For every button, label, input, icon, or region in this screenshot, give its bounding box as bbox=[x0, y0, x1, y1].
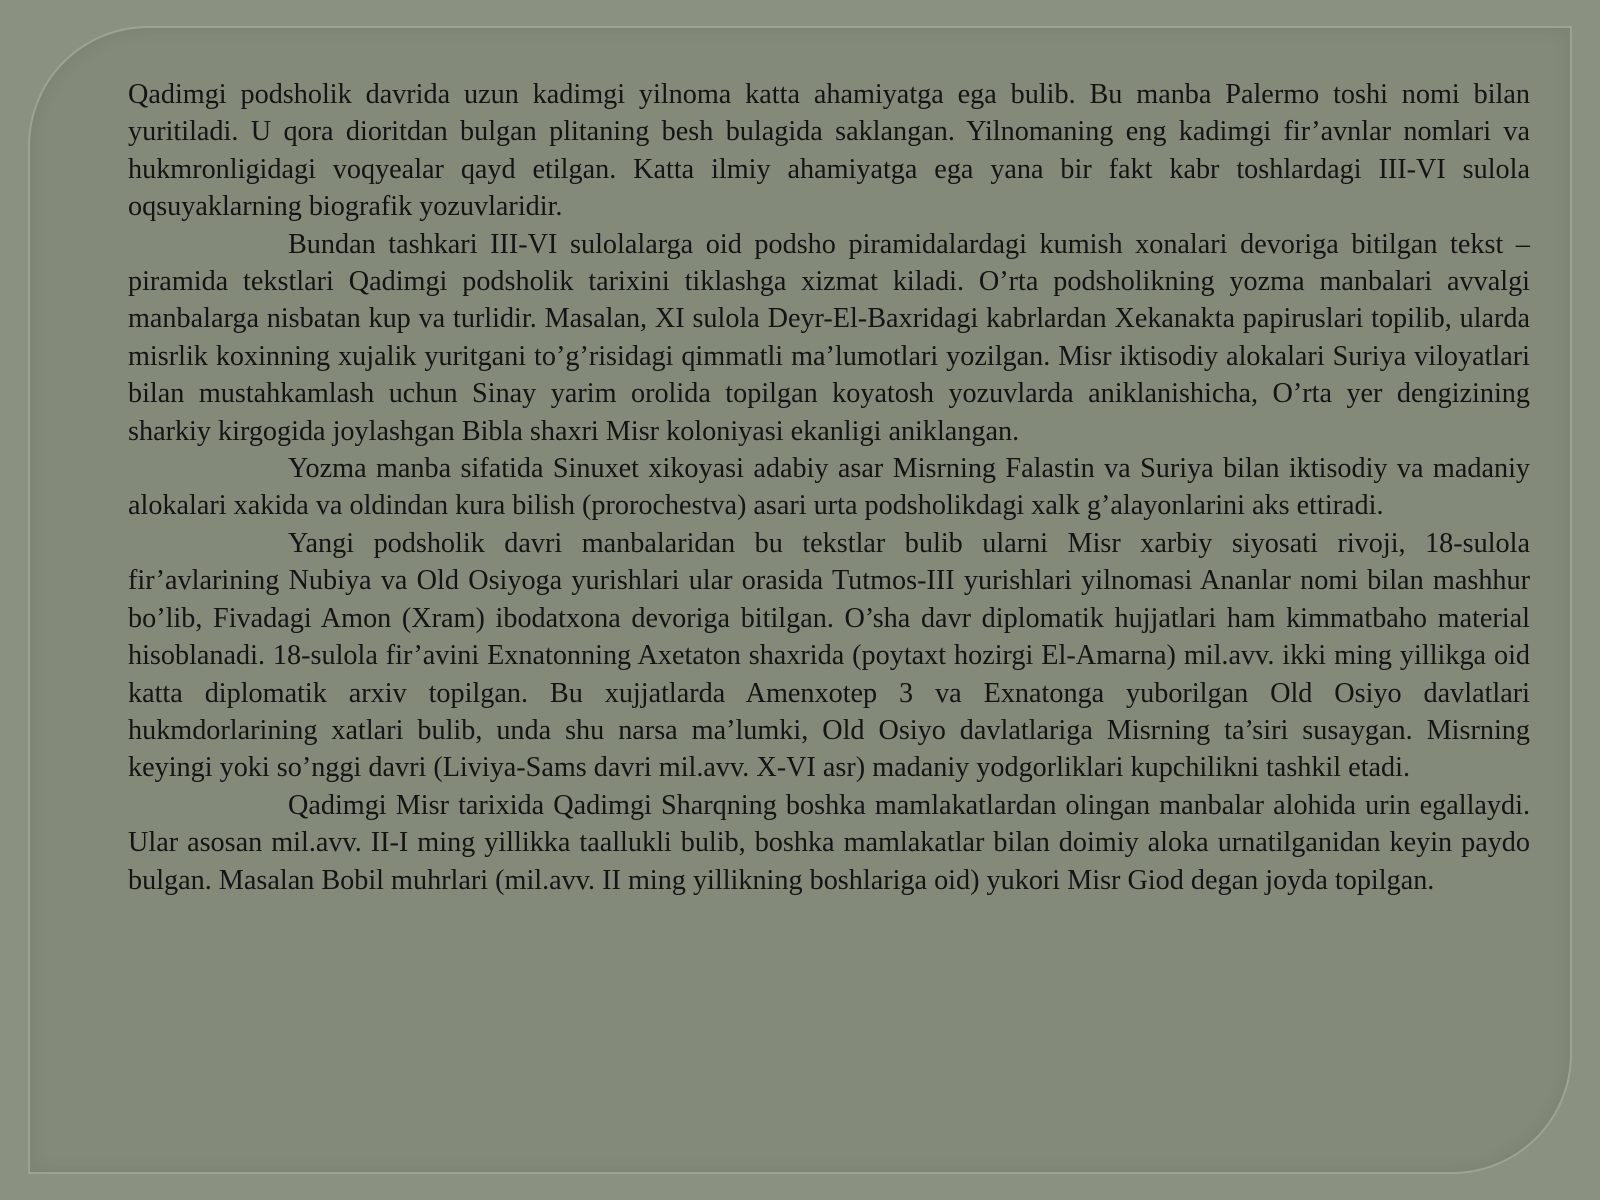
paragraph-4: Yangi podsholik davri manbalaridan bu tekstlar bulib ularni Misr xarbiy siyosati rivoji, 18-sulola fir’avlarining Nubiya va Old Osiyoga yurishlari ular orasida Tutmos-III yurishlari yilnomasi Ananlar nomi bilan mashhur bo’lib, Fivadagi Amon (Xram) ibodatxona devoriga bitilgan. O’sha davr diplomatik hujjatlari ham kimmatbaho material hisoblanadi. 18-sulola fir’avini Exnatonning Axetaton shaxrida (poytaxt hozirgi El-Amarna) mil.avv. ikki ming yillikga oid katta diplomatik arxiv topilgan. Bu xujjatlarda Amenxotep 3 va Exnatonga yuborilgan Old Osiyo davlatlari hukmdorlarining xatlari bulib, unda shu narsa ma’lumki, Old Osiyo davlatlariga Misrning ta’siri susaygan. Misrning keyingi yoki so’nggi davri (Liviya-Sams davri mil.avv. X-VI asr) madaniy yodgorliklari kupchilikni tashkil etadi. bbox=[128, 527, 1530, 784]
paragraph-3: Yozma manba sifatida Sinuxet xikoyasi adabiy asar Misrning Falastin va Suriya bilan iktisodiy va madaniy alokalari xakida va oldindan kura bilish (prorochestva) asari urta podsholikdagi xalk g’alayonlarini aks ettiradi. bbox=[128, 453, 1530, 522]
paragraph-1: Qadimgi podsholik davrida uzun kadimgi yilnoma katta ahamiyatga ega bulib. Bu manba Palermo toshi nomi bilan yuritiladi. U qora dioritdan bulgan plitaning besh bulagida saklangan. Yilnomaning eng kadimgi fir’avnlar nomlari va hukmronligidagi voqyealar qayd etilgan. Katta ilmiy ahamiyatga ega yana bir fakt kabr toshlardagi III-VI sulola oqsuyaklarning biografik yozuvlaridir. bbox=[128, 79, 1530, 223]
paragraph-2: Bundan tashkari III-VI sulolalarga oid podsho piramidalardagi kumish xonalari devoriga bitilgan tekst – piramida tekstlari Qadimgi podsholik tarixini tiklashga xizmat kiladi. O’rta podsholikning yozma manbalari avvalgi manbalarga nisbatan kup va turlidir. Masalan, XI sulola Deyr-El-Baxridagi kabrlardan Xekanakta papiruslari topilib, ularda misrlik koxinning xujalik yuritgani to’g’risidagi qimmatli ma’lumotlari yozilgan. Misr iktisodiy alokalari Suriya viloyatlari bilan mustahkamlash uchun Sinay yarim orolida topilgan koyatosh yozuvlarda aniklanishicha, O’rta yer dengizining sharkiy kirgogida joylashgan Bibla shaxri Misr koloniyasi ekanligi aniklangan. bbox=[128, 228, 1530, 447]
slide-text-body bbox=[128, 76, 1530, 899]
paragraph-5: Qadimgi Misr tarixida Qadimgi Sharqning boshka mamlakatlardan olingan manbalar alohida urin egallaydi. Ular asosan mil.avv. II-I ming yillikka taallukli bulib, boshka mamlakatlar bilan doimiy aloka urnatilganidan keyin paydo bulgan. Masalan Bobil muhrlari (mil.avv. II ming yillikning boshlariga oid) yukori Misr Giod degan joyda topilgan. bbox=[128, 789, 1530, 896]
